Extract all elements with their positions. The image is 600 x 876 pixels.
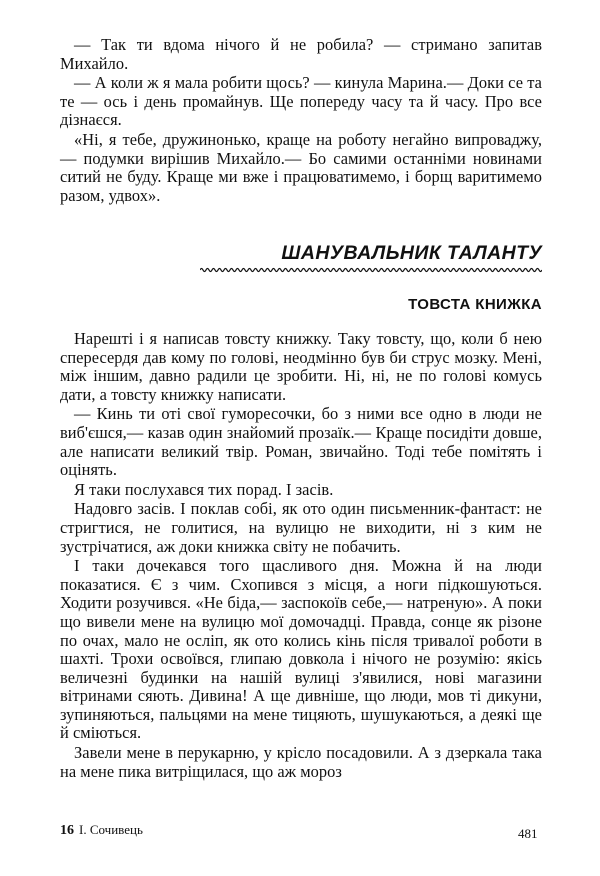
page-number: 481 bbox=[518, 826, 538, 841]
story-text bbox=[60, 330, 542, 782]
signature-mark bbox=[60, 822, 143, 839]
paragraph: Завели мене в перукарню, у крісло посадовили. А з дзеркала така на мене пика витріщилася, що аж мороз bbox=[60, 743, 542, 781]
paragraph: — А коли ж я мала робити щось? — кинула Марина.— Доки се та те — ось і день промайнув. Ще попереду часу та й часу. Про все дізнаєся. bbox=[60, 73, 542, 130]
paragraph: Я таки послухався тих порад. І засів. bbox=[74, 479, 334, 499]
paragraph: Надовго засів. І поклав собі, як ото один письменник-фантаст: не стригтися, не голитися, на вулицю не виходити, ні з ким не зустрічатися, аж доки книжка світу не побачить. bbox=[60, 499, 542, 556]
signature-number: 16 bbox=[60, 823, 74, 838]
paragraph: «Ні, я тебе, дружинонько, краще на роботу негайно випроваджу,— подумки вирішив Михайло.— Бо самими останніми новинами ситий не буду. Краще ми вже і працюватимемо, і борщ варитимемо разом, удвох». bbox=[60, 129, 542, 205]
paragraph: — Кинь ти оті свої гуморесочки, бо з ними все одно в люди не виб'єшся,— казав один знайомий прозаїк.— Краще посидіти довше, але написати великий твір. Роман, звичайно. Тоді тебе помітять і оцінять. bbox=[60, 404, 542, 480]
story-title: ТОВСТА КНИЖКА bbox=[408, 296, 542, 313]
signature-author: І. Сочивець bbox=[79, 822, 143, 837]
paragraph: Нарешті і я написав товсту книжку. Таку товсту, що, коли б нею спересердя дав кому по голові, неодмінно був би струс мозку. Мені, між іншим, давно радили це зробити. Ні, ні, не по голові комусь дати, а товсту книжку написати. bbox=[60, 329, 542, 404]
section-title: ШАНУВАЛЬНИК ТАЛАНТУ bbox=[281, 242, 542, 264]
wavy-divider bbox=[200, 266, 542, 274]
paragraph: — Так ти вдома нічого й не робила? — стримано запитав Михайло. bbox=[60, 35, 542, 73]
paragraph: І таки дочекався того щасливого дня. Можна й на люди показатися. Є з чим. Схопився з місця, а ноги підкошуються. Ходити розучився. «Не біда,— заспокоїв себе,— натреную». А поки що вивели мене на вулицю мої домочадці. Правда, сонце як різоне по очах, мало не осліп, як ото колись кінь після тривалої роботи в шахті. Трохи освоївся, глипаю довкола і нічого не розумію: якісь величезні будинки на нашій вулиці з'явилися, нові магазини вітринами сяють. Дивина! А ще дивніше, що люди, мов ті дикуни, зупиняються, пальцями на мене тицяють, шушукаються, а деякі ще й сміються. bbox=[60, 556, 542, 743]
previous-story-ending bbox=[60, 36, 542, 206]
